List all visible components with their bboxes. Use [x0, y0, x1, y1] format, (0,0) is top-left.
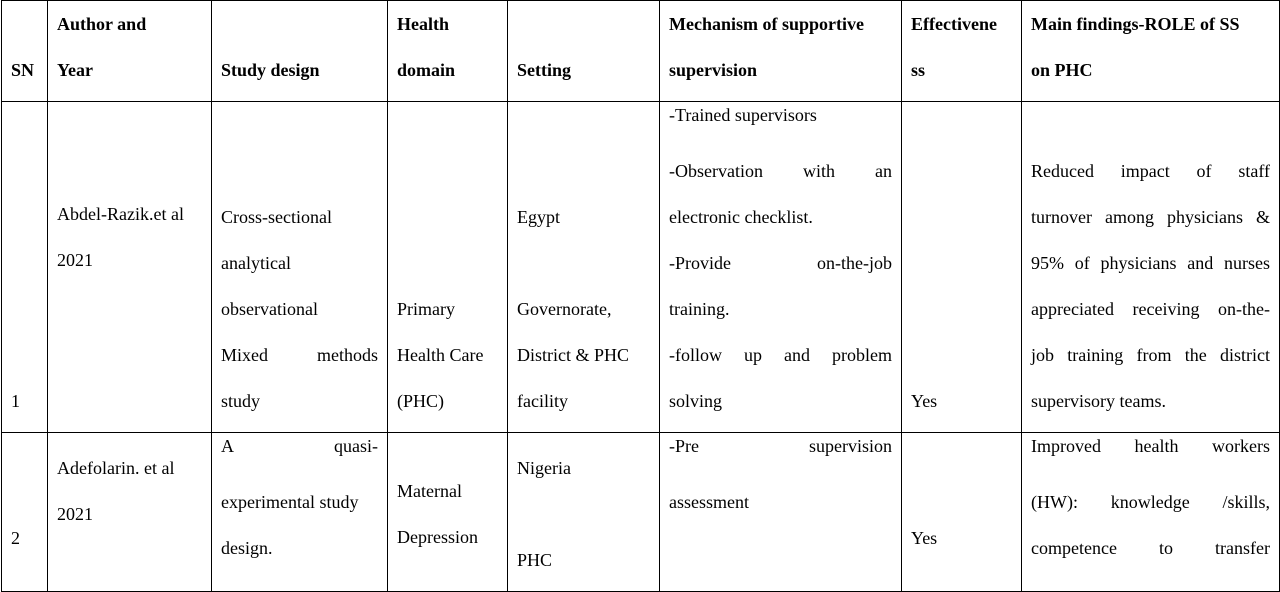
cell-effectiveness: Yes	[902, 433, 1022, 592]
cell-sn: 2	[2, 433, 48, 592]
cell-setting: Egypt Governorate, District & PHC facility	[508, 102, 660, 433]
cell-sn: 1	[2, 102, 48, 433]
cell-main-findings: Reduced impact of staff turnover among physicians & 95% of physicians and nurses appreciated receiving on-the- job training from the district supervisory teams.	[1022, 102, 1280, 433]
cell-author-year: Adefolarin. et al 2021	[48, 433, 212, 592]
cell-effectiveness: Yes	[902, 102, 1022, 433]
header-health-domain: Health domain	[388, 1, 508, 102]
table-header-row	[2, 1, 1280, 102]
cell-study-design: Cross-sectional analytical observational Mixed methods study	[212, 102, 388, 433]
header-study-design: Study design	[212, 1, 388, 102]
cell-study-design: A quasi- experimental study design.	[212, 433, 388, 592]
header-main-findings: Main findings-ROLE of SS on PHC	[1022, 1, 1280, 102]
cell-setting: Nigeria PHC	[508, 433, 660, 592]
table-row	[2, 102, 1280, 433]
header-setting: Setting	[508, 1, 660, 102]
cell-mechanism: -Pre supervision assessment	[660, 433, 902, 592]
header-sn: SN	[2, 1, 48, 102]
header-author-year: Author and Year	[48, 1, 212, 102]
studies-table	[1, 0, 1280, 592]
header-mechanism: Mechanism of supportive supervision	[660, 1, 902, 102]
cell-health-domain: Maternal Depression	[388, 433, 508, 592]
cell-main-findings: Improved health workers (HW): knowledge /skills, competence to transfer	[1022, 433, 1280, 592]
cell-health-domain: Primary Health Care (PHC)	[388, 102, 508, 433]
cell-mechanism: -Trained supervisors -Observation with an electronic checklist. -Provide on-the-job training. -follow up and problem solving	[660, 102, 902, 433]
table-row	[2, 433, 1280, 592]
header-effectiveness: Effectivene ss	[902, 1, 1022, 102]
cell-author-year: Abdel-Razik.et al 2021	[48, 102, 212, 433]
